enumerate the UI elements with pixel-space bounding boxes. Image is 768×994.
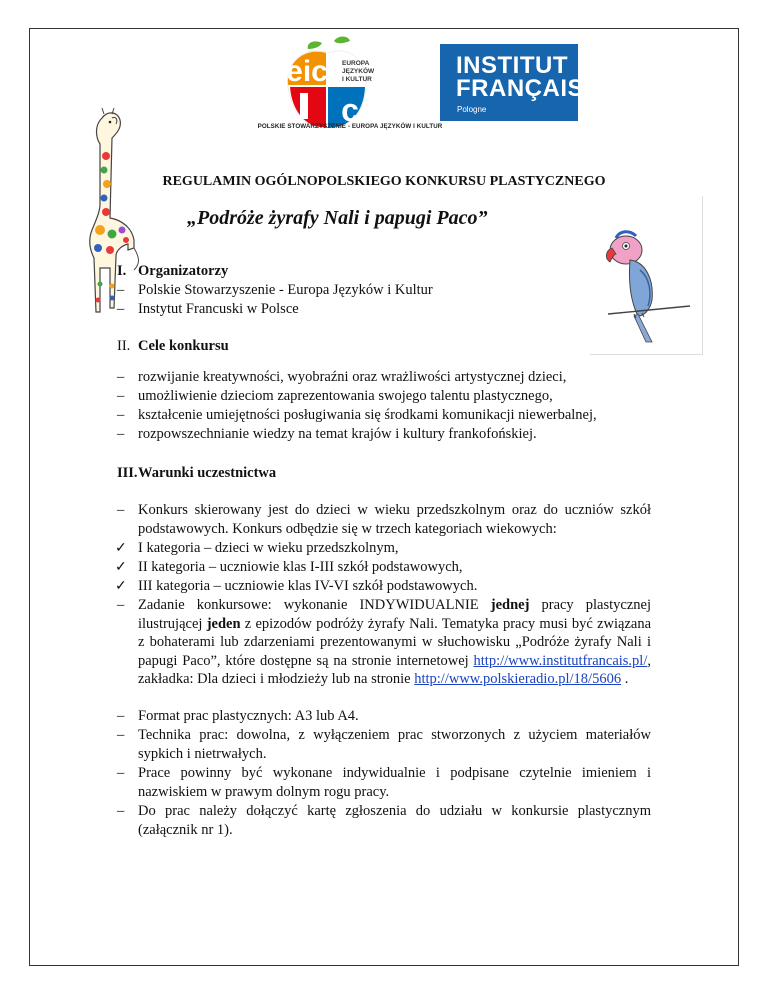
signing-item: Prace powinny być wykonane indywidualnie i podpisane czytelnie imieniem i nazwiskiem w prawym dolnym rogu pracy. [138,765,651,800]
dash-marker: – [117,388,125,404]
dash-marker: – [117,502,125,518]
task-text-c: pracy plastycznej ilustrującej [138,597,651,632]
eic-text-2: JĘZYKÓW [342,68,375,75]
dash-marker: – [117,597,125,613]
section-2-heading: Cele konkursu [138,338,229,354]
dash-marker: – [117,282,125,298]
eic-text-3: I KULTUR [342,76,372,83]
task-emphasis-jeden: jeden [206,615,241,632]
polskieradio-link[interactable]: http://www.polskieradio.pl/18/5606 [414,671,622,687]
dash-marker: – [117,407,125,423]
eic-letter-e: eic [286,55,328,88]
category-1: I kategoria – dzieci w wieku przedszkolnym, [138,540,399,556]
institut-francais-logo [440,44,584,121]
task-text-g: . [621,671,629,687]
eic-text-1: EUROPA [342,60,370,67]
institut-line2: FRANÇAIS [456,75,584,102]
dash-marker: – [117,803,125,819]
section-3-number: III. [117,465,138,481]
institut-link[interactable]: http://www.institutfrancais.pl/ [473,652,648,669]
task-text-e: z epizodów podróży żyrafy Nali. Tematyka pracy musi być związana z bohaterami lub zdarzeniami prezentowanymi w słuchowisku „Podróże żyrafy Nali i papugi Paco”, które dostępne są na stronie internetowej [138,615,652,669]
dash-marker: – [117,301,125,317]
attachment-item: Do prac należy dołączyć kartę zgłoszenia do udziału w konkursie plastycznym (załącznik nr 1). [138,803,651,838]
dash-marker: – [117,727,125,743]
participants-paragraph: Konkurs skierowany jest do dzieci w wieku przedszkolnym oraz do uczniów szkół podstawowych. Konkurs odbędzie się w trzech kategoriach wiekowych: [138,502,651,537]
organizer-1: Polskie Stowarzyszenie - Europa Języków i Kultur [138,282,433,298]
section-3-heading: Warunki uczestnictwa [138,465,277,481]
dash-marker: – [117,708,125,724]
task-text-f: , zakładka: Dla dzieci i młodzieży lub na stronie [138,652,651,687]
association-caption: POLSKIE STOWARZYSZENIE - EUROPA JĘZYKÓW I KULTUR [257,123,443,130]
organizer-2: Instytut Francuski w Polsce [138,301,299,317]
task-emphasis-jednej: jednej [490,597,530,613]
check-icon: ✓ [115,560,127,575]
check-icon: ✓ [115,541,127,556]
goal-1: rozwijanie kreatywności, wyobraźni oraz wrażliwości artystycznej dzieci, [138,369,567,385]
eic-apple-logo [278,35,402,135]
document-subtitle: „Podróże żyrafy Nali i papugi Paco” [187,207,488,229]
dash-marker: – [117,426,125,442]
check-icon: ✓ [115,579,127,594]
task-paragraph [138,596,651,689]
goal-3: kształcenie umiejętności posługiwania się środkami komunikacji niewerbalnej, [138,407,597,423]
category-2: II kategoria – uczniowie klas I-III szkół podstawowych, [138,559,463,575]
svg-text:c: c [341,92,359,128]
dash-marker: – [117,765,125,781]
section-2-number: II. [117,338,131,354]
document-title: REGULAMIN OGÓLNOPOLSKIEGO KONKURSU PLASTYCZNEGO [162,174,606,189]
technique-item: Technika prac: dowolna, z wyłączeniem prac stworzonych z użyciem materiałów sypkich i nietrwałych. [138,727,651,762]
category-3: III kategoria – uczniowie klas IV-VI szkół podstawowych. [138,578,478,594]
section-1-number: I. [117,263,127,279]
institut-line3: Pologne [457,105,487,114]
goal-2: umożliwienie dzieciom zaprezentowania swojego talentu plastycznego, [138,388,553,404]
dash-marker: – [117,369,125,385]
parrot-illustration [590,196,702,354]
format-item: Format prac plastycznych: A3 lub A4. [138,708,359,724]
task-text-a: Zadanie konkursowe: wykonanie INDYWIDUALNIE [138,597,491,613]
institut-line1: INSTITUT [456,52,568,79]
section-1-heading: Organizatorzy [138,263,229,279]
giraffe-illustration [60,108,150,338]
goal-4: rozpowszechnianie wiedzy na temat krajów i kultury frankofońskiej. [138,426,537,442]
parrot-frame [590,196,703,355]
